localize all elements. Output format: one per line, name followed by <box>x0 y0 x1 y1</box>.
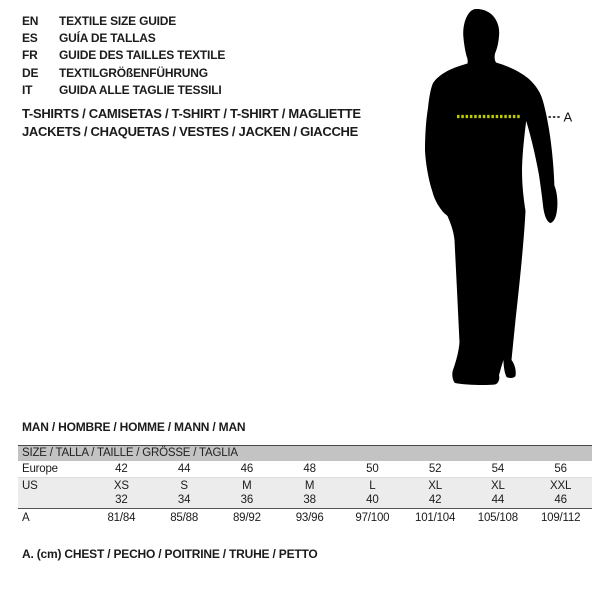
measure-label-a: A <box>563 109 573 125</box>
language-list <box>22 13 225 99</box>
measure-footnote: A. (cm) CHEST / PECHO / POITRINE / TRUHE / PETTO <box>22 547 318 561</box>
cell: 38 <box>303 494 316 506</box>
cell: XL <box>491 480 505 492</box>
cell: 97/100 <box>355 512 390 524</box>
language-code: DE <box>22 65 39 80</box>
language-code: IT <box>22 82 33 97</box>
table-row-us <box>18 477 592 493</box>
language-label: GUÍA DE TALLAS <box>59 31 156 46</box>
man-silhouette <box>410 0 600 400</box>
category-line-tshirts: T-SHIRTS / CAMISETAS / T-SHIRT / T-SHIRT / MAGLIETTE <box>22 106 361 121</box>
cell: M <box>242 480 252 492</box>
row-label: A <box>22 512 30 524</box>
cell: 42 <box>428 494 442 506</box>
language-code: EN <box>22 14 39 28</box>
cell: XXL <box>550 480 572 492</box>
cell: 105/108 <box>477 512 518 524</box>
cell: XS <box>113 480 129 492</box>
cell: 101/104 <box>415 512 456 524</box>
cell: 34 <box>177 494 191 506</box>
cell: 81/84 <box>107 512 136 524</box>
size-table <box>18 445 592 526</box>
cell: 44 <box>177 463 191 475</box>
language-code: FR <box>22 48 38 63</box>
language-label: TEXTILE SIZE GUIDE <box>59 14 177 28</box>
row-label: US <box>22 480 38 492</box>
cell: 50 <box>366 463 379 475</box>
cell: 36 <box>240 494 254 506</box>
table-row-europe <box>18 461 592 477</box>
cell: 48 <box>303 463 316 475</box>
cell: 32 <box>115 494 128 506</box>
language-row-es <box>22 30 225 47</box>
table-row-chest <box>18 508 592 526</box>
size-table-header: SIZE / TALLA / TAILLE / GRÖSSE / TAGLIA <box>18 446 592 461</box>
language-code: ES <box>22 31 38 46</box>
cell: L <box>369 480 376 492</box>
row-label <box>18 493 90 508</box>
cell: 42 <box>115 463 128 475</box>
language-row-fr <box>22 47 225 64</box>
row-label: Europe <box>22 463 58 475</box>
cell: 54 <box>491 463 505 475</box>
man-silhouette-shape <box>425 9 557 385</box>
cell: 56 <box>554 463 567 475</box>
language-label: GUIDE DES TAILLES TEXTILE <box>59 48 226 63</box>
cell: 93/96 <box>295 512 324 524</box>
garment-categories <box>22 105 361 141</box>
category-line-jackets: JACKETS / CHAQUETAS / VESTES / JACKEN / GIACCHE <box>22 124 358 139</box>
cell: 52 <box>428 463 442 475</box>
language-label: TEXTILGRÖßENFÜHRUNG <box>59 65 208 80</box>
language-row-en <box>22 13 225 30</box>
cell: 89/92 <box>232 512 261 524</box>
section-heading-man: MAN / HOMBRE / HOMME / MANN / MAN <box>22 420 246 434</box>
language-row-it <box>22 82 225 99</box>
cell: XL <box>428 480 442 492</box>
cell: 109/112 <box>540 512 581 524</box>
table-row-us-numeric <box>18 493 592 508</box>
language-label: GUIDA ALLE TAGLIE TESSILI <box>59 82 222 97</box>
cell: 85/88 <box>170 512 199 524</box>
language-row-de <box>22 65 225 82</box>
cell: S <box>180 480 188 492</box>
cell: 46 <box>554 494 567 506</box>
cell: 46 <box>240 463 254 475</box>
cell: M <box>304 480 315 492</box>
cell: 44 <box>491 494 505 506</box>
cell: 40 <box>366 494 379 506</box>
